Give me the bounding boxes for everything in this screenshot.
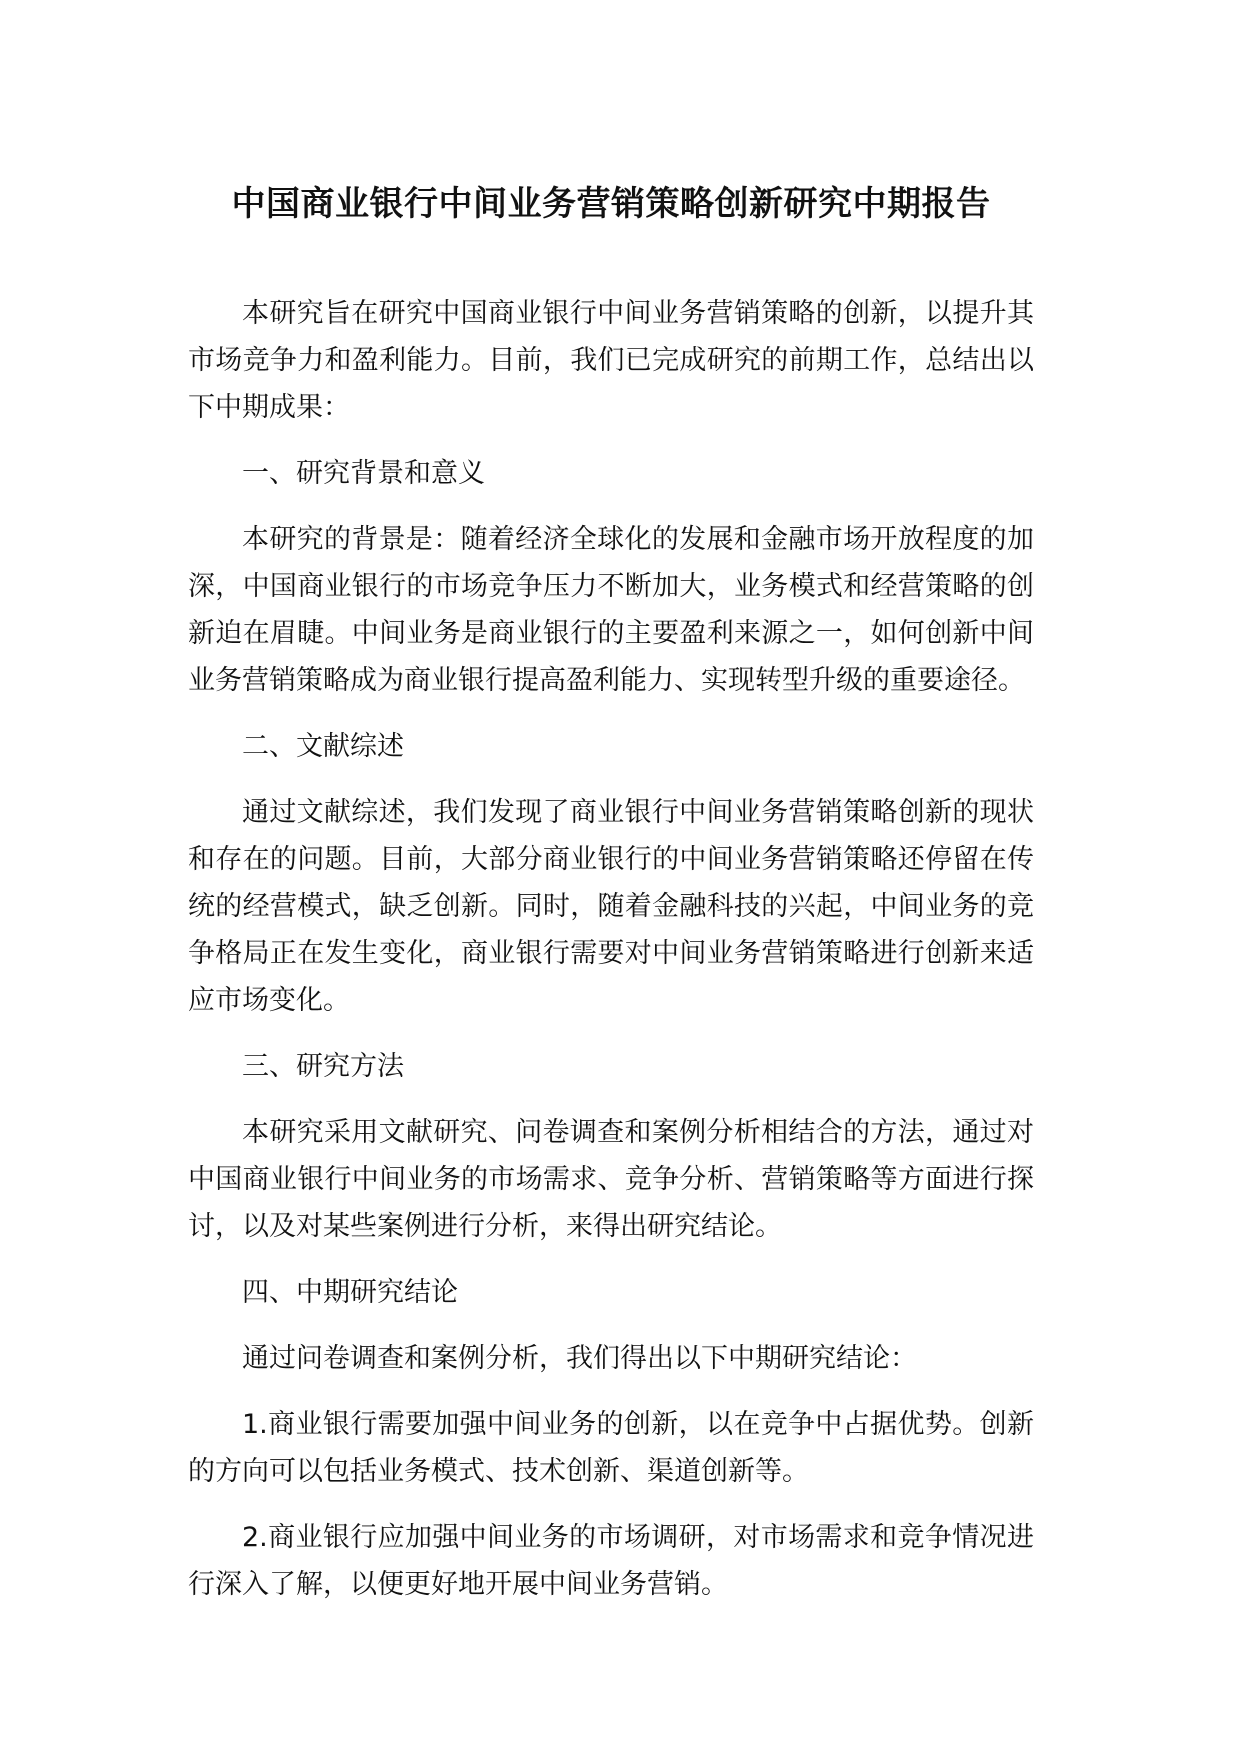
conclusion-item: 1.商业银行需要加强中间业务的创新，以在竞争中占据优势。创新的方向可以包括业务模式、技术创新、渠道创新等。 [188, 1409, 1034, 1487]
section-heading-background: 一、研究背景和意义 [242, 458, 485, 489]
section-heading-literature-review: 二、文献综述 [242, 731, 404, 762]
section-paragraph: 本研究采用文献研究、问卷调查和案例分析相结合的方法，通过对中国商业银行中间业务的市场需求、竞争分析、营销策略等方面进行探讨，以及对某些案例进行分析，来得出研究结论。 [188, 1117, 1034, 1242]
section-paragraph: 通过问卷调查和案例分析，我们得出以下中期研究结论： [242, 1343, 917, 1374]
intro-paragraph: 本研究旨在研究中国商业银行中间业务营销策略的创新，以提升其市场竞争力和盈利能力。目前，我们已完成研究的前期工作，总结出以下中期成果： [188, 298, 1034, 423]
document-title: 中国商业银行中间业务营销策略创新研究中期报告 [231, 184, 991, 224]
conclusion-item: 2.商业银行应加强中间业务的市场调研，对市场需求和竞争情况进行深入了解，以便更好地开展中间业务营销。 [188, 1522, 1034, 1600]
section-paragraph: 本研究的背景是：随着经济全球化的发展和金融市场开放程度的加深，中国商业银行的市场竞争压力不断加大，业务模式和经营策略的创新迫在眉睫。中间业务是商业银行的主要盈利来源之一，如何创新中间业务营销策略成为商业银行提高盈利能力、实现转型升级的重要途径。 [188, 524, 1034, 696]
document-body [188, 290, 1034, 1627]
section-heading-methods: 三、研究方法 [242, 1051, 404, 1082]
section-heading-conclusions: 四、中期研究结论 [242, 1277, 458, 1308]
section-paragraph: 通过文献综述，我们发现了商业银行中间业务营销策略创新的现状和存在的问题。目前，大部分商业银行的中间业务营销策略还停留在传统的经营模式，缺乏创新。同时，随着金融科技的兴起，中间业务的竞争格局正在发生变化，商业银行需要对中间业务营销策略进行创新来适应市场变化。 [188, 797, 1034, 1016]
